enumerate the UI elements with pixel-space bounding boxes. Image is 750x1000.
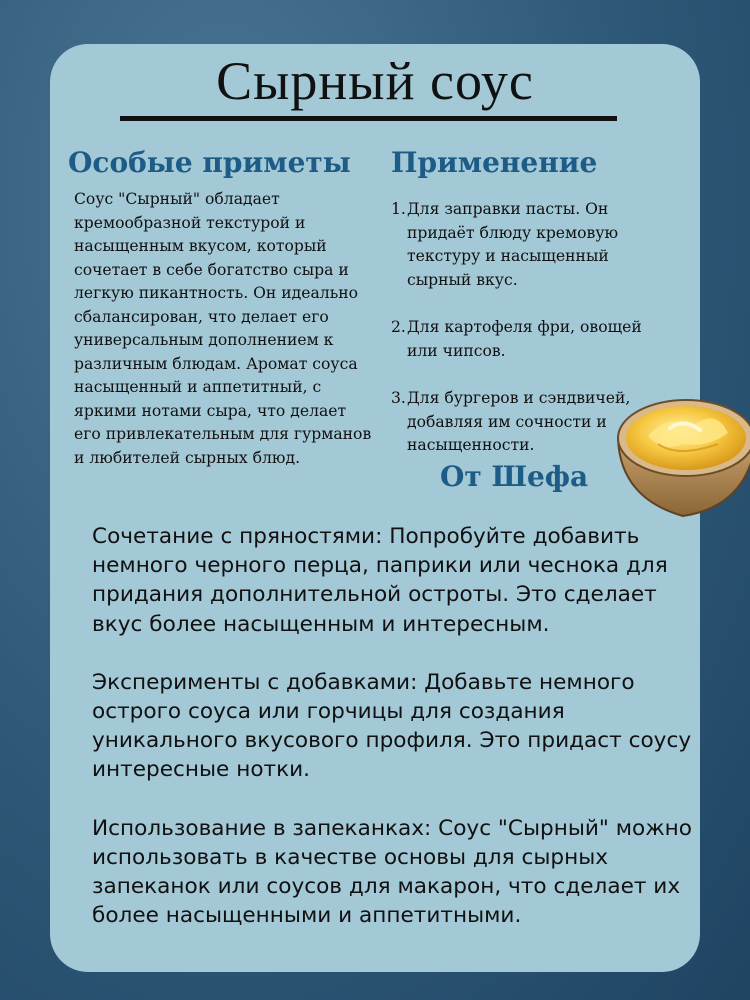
list-item-number: 2. xyxy=(391,318,406,336)
chef-tips xyxy=(92,522,702,959)
list-item-text: Для заправки пасты. Он придаёт блюду кремовую текстуру и насыщенный сырный вкус. xyxy=(407,200,619,289)
page-title: Сырный соус xyxy=(216,51,534,111)
list-item-number: 3. xyxy=(391,389,406,407)
chef-tip: Использование в запеканках: Соус "Сырный" можно использовать в качестве основы для сырных запеканок или соусов для макарон, что сделает их более насыщенными и аппетитными. xyxy=(92,815,692,929)
chef-tip: Сочетание с пряностями: Попробуйте добавить немного черного перца, паприки или чеснока для придания дополнительной остроты. Это сделает вкус более насыщенным и интересным. xyxy=(92,524,668,637)
list-item-text: Для бургеров и сэндвичей, добавляя им сочности и насыщенности. xyxy=(407,389,631,454)
list-item-number: 1. xyxy=(391,200,406,218)
usage-heading: Применение xyxy=(391,146,598,179)
features-text: Соус "Сырный" обладает кремообразной текстурой и насыщенным вкусом, который сочетает в себе богатство сыра и легкую пикантность. Он идеально сбалансирован, что делает его универсальным дополнением к различным блюдам. Аромат соуса насыщенный и аппетитный, с яркими нотами сыра, что делает его привлекательным для гурманов и любителей сырных блюд. xyxy=(74,190,372,467)
chef-heading: От Шефа xyxy=(440,460,589,493)
cheese-sauce-bowl-icon xyxy=(608,378,750,526)
chef-tip: Эксперименты с добавками: Добавьте немного острого соуса или горчицы для создания уникального вкусового профиля. Это придаст соусу интересные нотки. xyxy=(92,669,692,783)
list-item xyxy=(391,198,666,292)
list-item xyxy=(391,316,666,363)
title-divider xyxy=(120,116,617,121)
list-item-text: Для картофеля фри, овощей или чипсов. xyxy=(407,318,642,360)
features-heading: Особые приметы xyxy=(68,146,351,179)
